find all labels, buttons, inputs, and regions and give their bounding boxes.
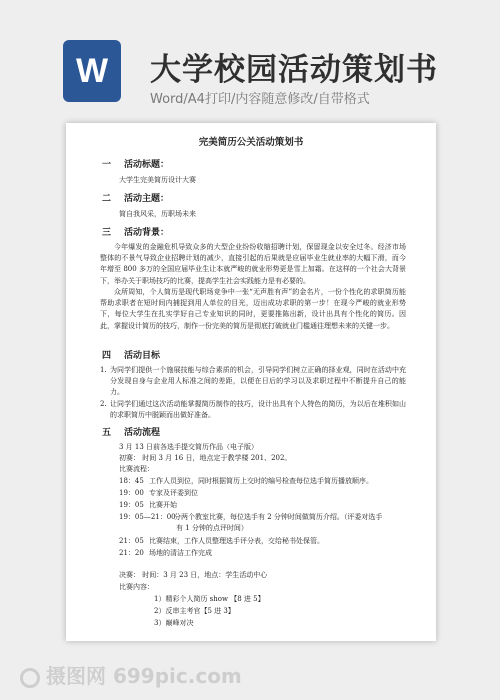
watermark — [20, 660, 242, 689]
schedule-text: 场地的清洁工作完成 — [149, 549, 212, 557]
schedule-time: 19：05—21：00 — [119, 513, 176, 521]
goal-1-marker: 1. — [100, 366, 107, 374]
word-icon-letter: W — [75, 52, 109, 90]
goal-2-text: 让同学们通过这次活动能掌握简历制作的技巧，设计出具有个人特色的简历，为以后在堆积如山的求职简历中脱颖而出做好准备。 — [110, 400, 406, 420]
section-4-heading — [102, 348, 160, 361]
content-item: 2）反串主考官【5 进 3】 — [154, 607, 235, 615]
schedule-text: 专家及评委到位 — [149, 489, 198, 497]
section-5-title: 活动流程 — [124, 428, 161, 438]
goal-2-marker: 2. — [100, 400, 107, 408]
schedule-text: 有 1 分钟的点评时间） — [176, 524, 248, 532]
goal-1-text: 为同学们提供一个施展技能与综合素质的机会，引导同学们树立正确的择业观，同时在活动中充分发现自身与企业用人标准之间的差距，以便在日后的学习以及求职过程中不断提升自己的能力。 — [110, 366, 406, 397]
section-2-heading — [102, 191, 169, 204]
word-icon — [63, 40, 121, 102]
section-1-body: 大学生完美简历设计大赛 — [119, 176, 196, 184]
section-3-number: 三 — [102, 228, 112, 238]
schedule-text: 比赛结束，工作人员整理选手评分表，交给秘书处保管。 — [149, 537, 324, 545]
sub-title: Word/A4打印/内容随意修改/自带格式 — [150, 92, 370, 107]
schedule-time: 19：00 — [119, 489, 144, 497]
watermark-logo-icon — [20, 668, 40, 688]
section-5-number: 五 — [102, 428, 112, 438]
content-item: 1）精彩个人简历 show 【8 进 5】 — [154, 595, 265, 603]
section-4-title: 活动目标 — [124, 351, 161, 361]
schedule-time: 18：45 — [119, 477, 144, 485]
section-3-paragraph-2: 众所周知，个人简历是现代职场竞争中一张“无声胜有声”的金名片，一份个性化的求职简历能帮助求职者在短时间内捕捉到用人单位的目光，迈出成功求职的第一步！在现今严峻的就业形势下，每位大学生在扎实学好自己专业知识的同时，更要推陈出新，设计出具有个性化的简历。因此，掌握设计简历的技巧，制作一份完美的简历是彻底打破就业门槛通往理想未来的关键一步。 — [100, 288, 406, 330]
schedule-text: 分两个教室比赛，每位选手有 2 分钟时间做简历介绍。（评委对选手 — [174, 513, 383, 521]
section-2-body: 简自我风采，历职场未来 — [119, 210, 196, 218]
section-5-heading — [102, 425, 160, 438]
content-label: 比赛内容： — [119, 583, 154, 591]
section-3-title: 活动背景： — [124, 228, 170, 238]
section-1-title: 活动标题： — [124, 160, 170, 170]
section-3-paragraph-1: 今年爆发的金融危机导致众多的大型企业纷纷收缩招聘计划，保留现金以安全过冬。经济市场整体的不景气导致企业招聘计划的减少，直接引起的后果就是应届毕业生就业率的大幅下滑，而今年增至 800 多万的全国应届毕业生让本就严峻的就业形势更是雪上加霜。在这样的一个社会大背景下，举办关于职场技巧的比赛，提高学生社会实践能力是有必要的。 — [100, 243, 406, 285]
section-2-title: 活动主题： — [124, 194, 170, 204]
schedule-time: 21：05 — [119, 537, 144, 545]
flow-line-2: 初赛： 时间 3 月 16 日，地点定于教学楼 201、202。 — [119, 454, 292, 462]
schedule-text: 工作人员到位，同时根据简历上交时的编号检查每位选手简历播放顺序。 — [149, 477, 373, 485]
section-2-number: 二 — [102, 194, 112, 204]
section-3-heading — [102, 225, 169, 238]
section-4-number: 四 — [102, 351, 112, 361]
section-1-number: 一 — [102, 160, 112, 170]
main-title: 大学校园活动策划书 — [150, 52, 438, 88]
schedule-time: 19：05 — [119, 501, 144, 509]
schedule-text: 比赛开始 — [149, 501, 177, 509]
schedule-time: 21：20 — [119, 549, 144, 557]
document-page — [66, 123, 436, 641]
doc-title: 完美简历公关活动策划书 — [198, 137, 304, 148]
watermark-text: 摄图网 699pic.com — [46, 664, 242, 688]
flow-line-1: 3 月 13 日前各选手提交简历作品（电子版） — [119, 443, 259, 451]
final-round: 决赛： 时间：3 月 23 日，地点：学生活动中心 — [119, 571, 268, 579]
header — [0, 0, 500, 112]
section-1-heading — [102, 157, 169, 170]
content-item: 3）巅峰对决 — [154, 619, 194, 627]
flow-line-3: 比赛流程： — [119, 465, 154, 473]
